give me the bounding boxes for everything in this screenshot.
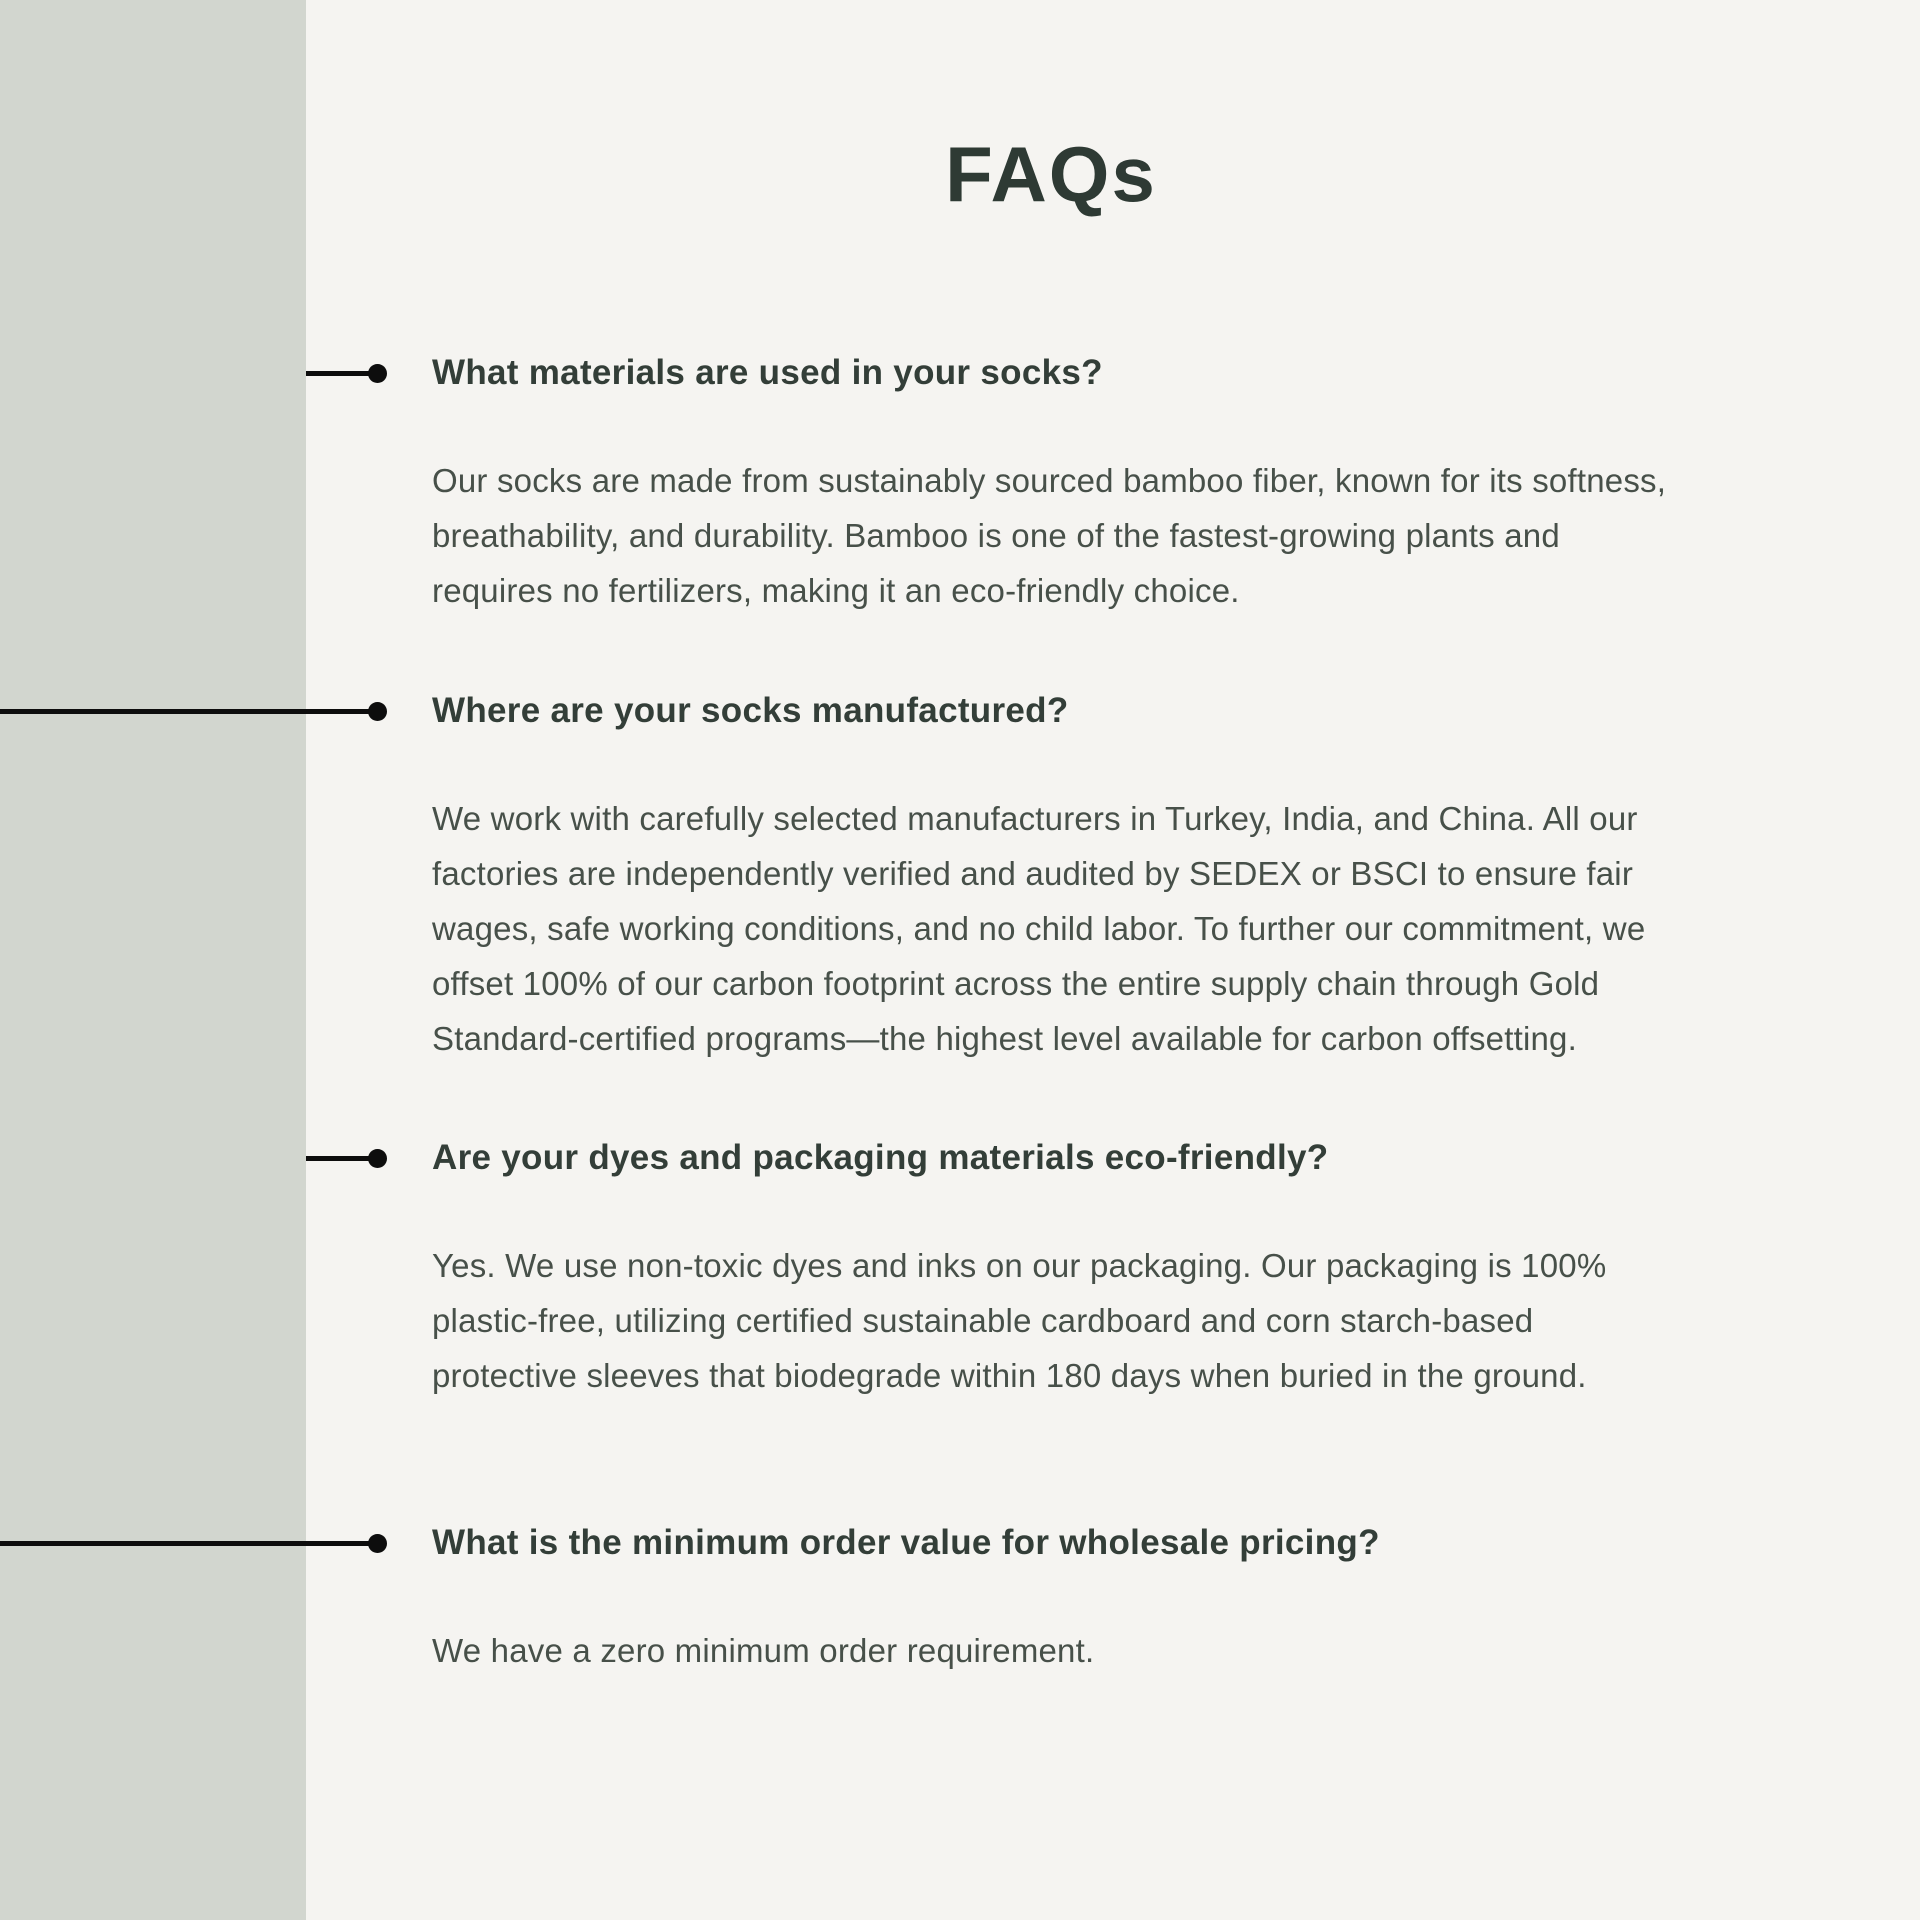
faq-item (432, 1136, 1670, 1403)
question-connector-line (0, 1541, 383, 1546)
faq-item (432, 351, 1670, 618)
faq-question-text: What materials are used in your socks? (432, 353, 1103, 392)
question-bullet-dot-icon (368, 1149, 387, 1168)
faq-answer-text: We work with carefully selected manufacturers in Turkey, India, and China. All our factories are independently verified and audited by SEDEX or BSCI to ensure fair wages, safe working conditions, and no child labor. To further our commitment, we offset 100% of our carbon footprint across the entire supply chain through Gold Standard-certified programs—the highest level available for carbon offsetting. (432, 800, 1646, 1057)
content-area (306, 0, 1920, 1678)
faq-item (432, 689, 1670, 1066)
faq-question-text: Where are your socks manufactured? (432, 691, 1069, 730)
faq-question (432, 1521, 1670, 1565)
faq-list (432, 351, 1670, 1678)
faq-question (432, 689, 1670, 733)
faq-question (432, 351, 1670, 395)
faq-answer-text: Our socks are made from sustainably sourced bamboo fiber, known for its softness, breathability, and durability. Bamboo is one of the fastest-growing plants and requires no fertilizers, making it an eco-friendly choice. (432, 462, 1667, 609)
faq-question-text: What is the minimum order value for wholesale pricing? (432, 1523, 1380, 1562)
question-bullet-dot-icon (368, 1534, 387, 1553)
faq-question (432, 1136, 1670, 1180)
faq-answer-text: Yes. We use non-toxic dyes and inks on our packaging. Our packaging is 100% plastic-free, utilizing certified sustainable cardboard and corn starch-based protective sleeves that biodegrade within 180 days when buried in the ground. (432, 1247, 1607, 1394)
page-title: FAQs (945, 130, 1157, 218)
faq-question-text: Are your dyes and packaging materials eco-friendly? (432, 1138, 1329, 1177)
faq-item (432, 1521, 1670, 1678)
question-bullet-dot-icon (368, 702, 387, 721)
question-connector-line (0, 709, 383, 714)
sidebar-panel (0, 0, 306, 1920)
faq-answer-text: We have a zero minimum order requirement. (432, 1632, 1095, 1669)
question-bullet-dot-icon (368, 364, 387, 383)
